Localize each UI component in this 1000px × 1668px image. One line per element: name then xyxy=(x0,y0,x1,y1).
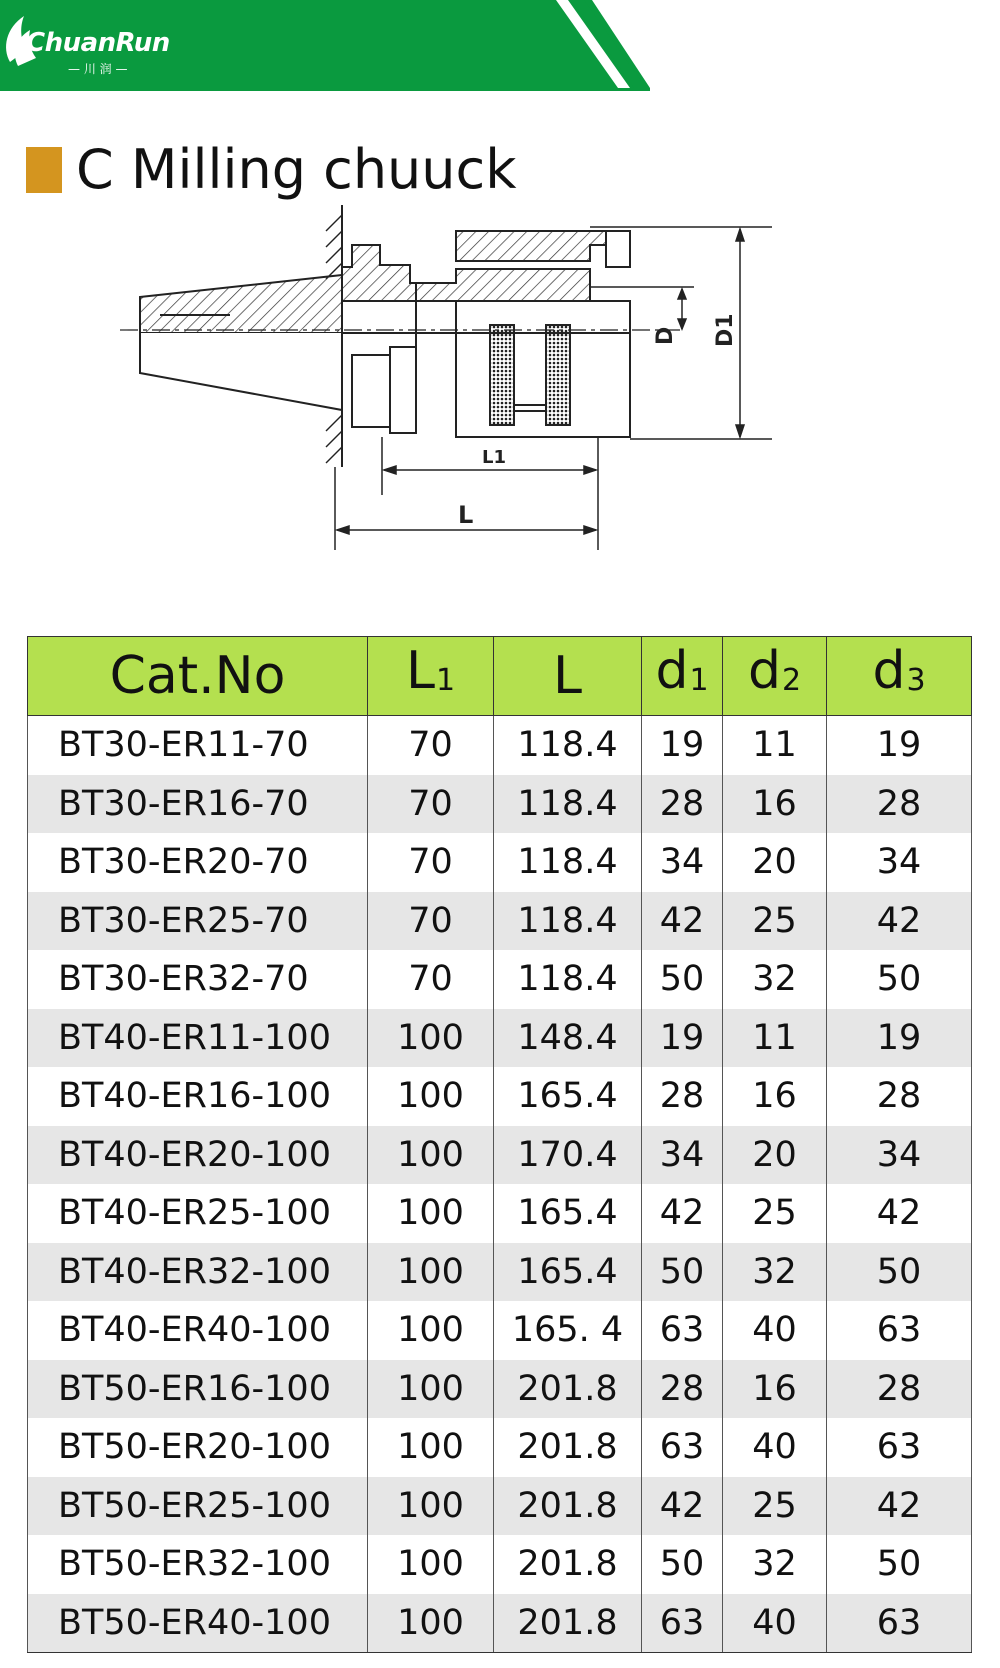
d1-cell: 50 xyxy=(642,1535,723,1594)
l1-cell: 100 xyxy=(368,1535,494,1594)
d3-cell: 63 xyxy=(827,1594,972,1653)
cat-no-cell: BT30-ER25-70 xyxy=(28,892,368,951)
d3-cell: 28 xyxy=(827,775,972,834)
d1-cell: 50 xyxy=(642,950,723,1009)
d1-cell: 19 xyxy=(642,1009,723,1068)
d3-cell: 19 xyxy=(827,716,972,775)
l1-cell: 100 xyxy=(368,1184,494,1243)
d2-cell: 20 xyxy=(723,833,827,892)
d3-cell: 19 xyxy=(827,1009,972,1068)
l1-cell: 70 xyxy=(368,950,494,1009)
l1-cell: 70 xyxy=(368,716,494,775)
d3-cell: 50 xyxy=(827,950,972,1009)
l-cell: 118.4 xyxy=(494,833,642,892)
d2-cell: 16 xyxy=(723,1067,827,1126)
d3-cell: 28 xyxy=(827,1067,972,1126)
d3-cell: 42 xyxy=(827,892,972,951)
d3-cell: 50 xyxy=(827,1243,972,1302)
d2-cell: 32 xyxy=(723,1535,827,1594)
table-row xyxy=(28,1126,972,1185)
d2-cell: 25 xyxy=(723,1477,827,1536)
d3-cell: 28 xyxy=(827,1360,972,1419)
cat-no-cell: BT50-ER20-100 xyxy=(28,1418,368,1477)
table-row xyxy=(28,1360,972,1419)
l-cell: 148.4 xyxy=(494,1009,642,1068)
d3-cell: 63 xyxy=(827,1418,972,1477)
l1-cell: 70 xyxy=(368,775,494,834)
d2-cell: 11 xyxy=(723,1009,827,1068)
dimension-label-l1: L1 xyxy=(482,447,506,468)
table-row xyxy=(28,833,972,892)
d1-cell: 19 xyxy=(642,716,723,775)
d2-cell: 32 xyxy=(723,950,827,1009)
d1-cell: 50 xyxy=(642,1243,723,1302)
column-header-l: L xyxy=(494,637,642,716)
l1-cell: 100 xyxy=(368,1360,494,1419)
l-cell: 118.4 xyxy=(494,950,642,1009)
cat-no-cell: BT50-ER16-100 xyxy=(28,1360,368,1419)
l1-cell: 70 xyxy=(368,833,494,892)
d2-cell: 16 xyxy=(723,1360,827,1419)
title-marker-square xyxy=(26,147,62,193)
d3-cell: 34 xyxy=(827,1126,972,1185)
cat-no-cell: BT50-ER32-100 xyxy=(28,1535,368,1594)
column-header-d1: d1 xyxy=(642,637,723,716)
brand-subtitle: — 川 润 — xyxy=(68,62,128,76)
d1-cell: 63 xyxy=(642,1418,723,1477)
l1-cell: 100 xyxy=(368,1067,494,1126)
l-cell: 201.8 xyxy=(494,1535,642,1594)
l-cell: 118.4 xyxy=(494,892,642,951)
cat-no-cell: BT30-ER16-70 xyxy=(28,775,368,834)
column-header-d2: d2 xyxy=(723,637,827,716)
table-header-row xyxy=(28,637,972,716)
spec-table xyxy=(27,636,972,1653)
d2-cell: 32 xyxy=(723,1243,827,1302)
d3-cell: 42 xyxy=(827,1477,972,1536)
milling-chuck-drawing xyxy=(120,205,840,595)
d1-cell: 34 xyxy=(642,833,723,892)
l-cell: 170.4 xyxy=(494,1126,642,1185)
cat-no-cell: BT50-ER25-100 xyxy=(28,1477,368,1536)
d1-cell: 42 xyxy=(642,1477,723,1536)
dimension-label-d: D xyxy=(653,326,678,345)
column-header-cat-no: Cat.No xyxy=(28,637,368,716)
d3-cell: 50 xyxy=(827,1535,972,1594)
page-title: C Milling chuuck xyxy=(76,138,517,201)
d2-cell: 16 xyxy=(723,775,827,834)
table-row xyxy=(28,1243,972,1302)
table-row xyxy=(28,1301,972,1360)
d1-cell: 34 xyxy=(642,1126,723,1185)
dimension-label-l: L xyxy=(458,501,474,529)
table-row xyxy=(28,1184,972,1243)
l1-cell: 100 xyxy=(368,1243,494,1302)
brand-name: ChuanRun xyxy=(26,28,170,58)
table-body xyxy=(28,716,972,1653)
l-cell: 165.4 xyxy=(494,1067,642,1126)
l-cell: 118.4 xyxy=(494,775,642,834)
cat-no-cell: BT40-ER25-100 xyxy=(28,1184,368,1243)
column-header-d3: d3 xyxy=(827,637,972,716)
table-row xyxy=(28,1009,972,1068)
d2-cell: 40 xyxy=(723,1301,827,1360)
d2-cell: 25 xyxy=(723,1184,827,1243)
d2-cell: 25 xyxy=(723,892,827,951)
l1-cell: 70 xyxy=(368,892,494,951)
l-cell: 201.8 xyxy=(494,1418,642,1477)
l1-cell: 100 xyxy=(368,1594,494,1653)
cat-no-cell: BT30-ER32-70 xyxy=(28,950,368,1009)
table-row xyxy=(28,1418,972,1477)
cat-no-cell: BT50-ER40-100 xyxy=(28,1594,368,1653)
table-row xyxy=(28,1477,972,1536)
d1-cell: 28 xyxy=(642,1360,723,1419)
l1-cell: 100 xyxy=(368,1301,494,1360)
table-row xyxy=(28,950,972,1009)
cat-no-cell: BT40-ER16-100 xyxy=(28,1067,368,1126)
l1-cell: 100 xyxy=(368,1477,494,1536)
d2-cell: 40 xyxy=(723,1594,827,1653)
l1-cell: 100 xyxy=(368,1009,494,1068)
dimension-label-d1: D1 xyxy=(713,313,738,347)
l-cell: 165. 4 xyxy=(494,1301,642,1360)
d2-cell: 11 xyxy=(723,716,827,775)
table-row xyxy=(28,716,972,775)
l1-cell: 100 xyxy=(368,1418,494,1477)
cat-no-cell: BT40-ER11-100 xyxy=(28,1009,368,1068)
cat-no-cell: BT40-ER32-100 xyxy=(28,1243,368,1302)
l-cell: 201.8 xyxy=(494,1360,642,1419)
table-row xyxy=(28,1594,972,1653)
l-cell: 165.4 xyxy=(494,1243,642,1302)
d2-cell: 20 xyxy=(723,1126,827,1185)
d1-cell: 63 xyxy=(642,1594,723,1653)
cat-no-cell: BT40-ER20-100 xyxy=(28,1126,368,1185)
d2-cell: 40 xyxy=(723,1418,827,1477)
d1-cell: 42 xyxy=(642,892,723,951)
table-row xyxy=(28,1067,972,1126)
d3-cell: 34 xyxy=(827,833,972,892)
section-title-row xyxy=(26,140,516,200)
table-row xyxy=(28,892,972,951)
d3-cell: 42 xyxy=(827,1184,972,1243)
d3-cell: 63 xyxy=(827,1301,972,1360)
l-cell: 201.8 xyxy=(494,1594,642,1653)
cat-no-cell: BT40-ER40-100 xyxy=(28,1301,368,1360)
d1-cell: 28 xyxy=(642,775,723,834)
column-header-l1: L1 xyxy=(368,637,494,716)
l-cell: 201.8 xyxy=(494,1477,642,1536)
l-cell: 118.4 xyxy=(494,716,642,775)
l1-cell: 100 xyxy=(368,1126,494,1185)
d1-cell: 42 xyxy=(642,1184,723,1243)
d1-cell: 63 xyxy=(642,1301,723,1360)
cat-no-cell: BT30-ER11-70 xyxy=(28,716,368,775)
table-row xyxy=(28,775,972,834)
d1-cell: 28 xyxy=(642,1067,723,1126)
table-row xyxy=(28,1535,972,1594)
cat-no-cell: BT30-ER20-70 xyxy=(28,833,368,892)
l-cell: 165.4 xyxy=(494,1184,642,1243)
